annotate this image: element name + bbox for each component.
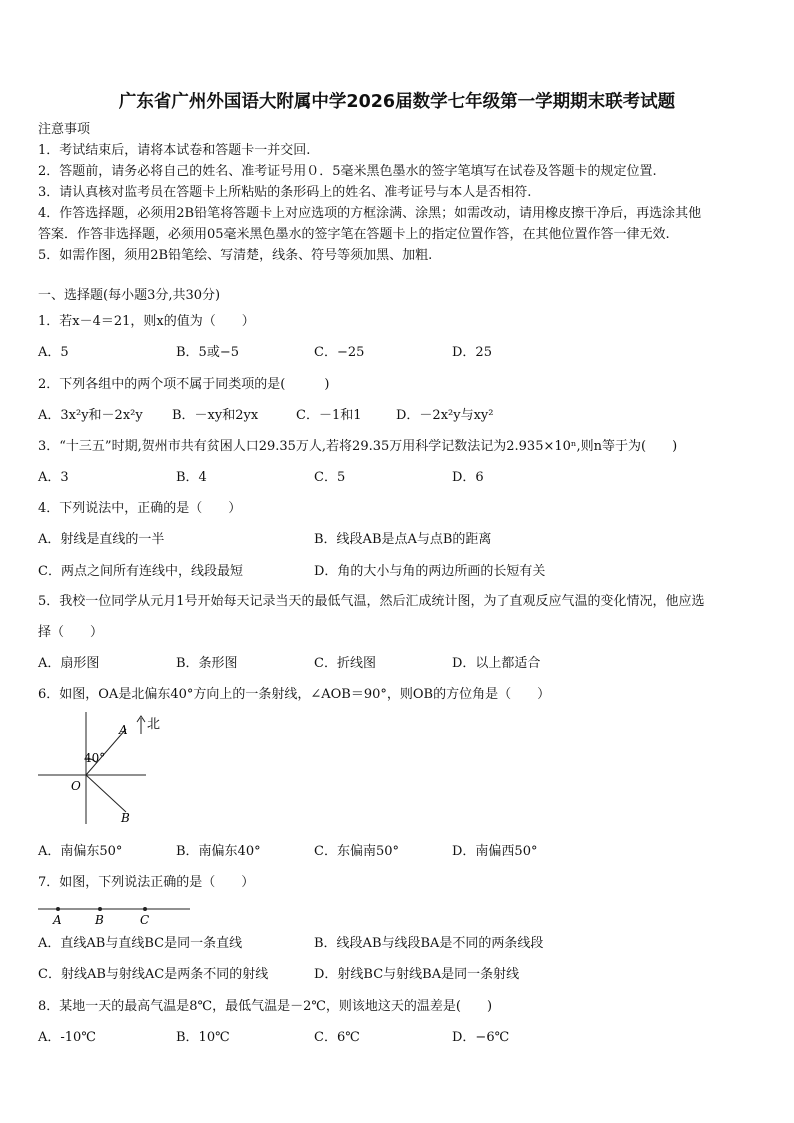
notice-item-2: 2．答题前，请务必将自己的姓名、准考证号用０．5毫米黑色墨水的签字笔填写在试卷及答题卡的规定位置. (38, 164, 657, 179)
q5-stem: 5．我校一位同学从元月1号开始每天记录当天的最低气温，然后汇成统计图，为了直观反应气温的变化情况，他应选 (38, 594, 705, 609)
notice-item-3: 3．请认真核对监考员在答题卡上所粘贴的条形码上的姓名、准考证号与本人是否相符. (38, 185, 532, 200)
q5-stem-cont: 择（ ） (38, 625, 104, 640)
point-b-label: B (95, 913, 104, 926)
ray-ob (86, 775, 126, 812)
q4-option-d: D．角的大小与角的两边所画的长短有关 (314, 564, 546, 579)
exam-title: 广东省广州外国语大附属中学2026届数学七年级第一学期期末联考试题 (118, 92, 676, 112)
point-a-label: A (119, 723, 128, 737)
q3-option-b: B．4 (176, 470, 207, 485)
q5-option-b: B．条形图 (176, 656, 238, 671)
q7-option-b: B．线段AB与线段BA是不同的两条线段 (314, 936, 544, 951)
q3-stem: 3．“十三五”时期,贺州市共有贫困人口29.35万人,若将29.35万用科学记数法记为2.935×10ⁿ,则n等于为( ) (38, 439, 678, 454)
q5-option-d: D．以上都适合 (452, 656, 541, 671)
notice-item-5: 5．如需作图，须用2B铅笔绘、写清楚，线条、符号等须加黑、加粗. (38, 248, 433, 263)
point-o-label: O (71, 779, 81, 793)
q1-option-c: C．−25 (314, 345, 365, 360)
q1-option-d: D．25 (452, 345, 492, 360)
q3-option-a: A．3 (38, 470, 69, 485)
q7-stem: 7．如图，下列说法正确的是（ ） (38, 875, 255, 890)
q2-option-a: A．3x²y和－2x²y (38, 408, 143, 423)
q7-option-c: C．射线AB与射线AC是两条不同的射线 (38, 967, 269, 982)
q8-option-a: A．-10℃ (38, 1030, 96, 1045)
point-a-label: A (53, 913, 62, 926)
q1-option-b: B．5或−5 (176, 345, 239, 360)
notice-heading: 注意事项 (38, 122, 91, 137)
q6-option-d: D．南偏西50° (452, 844, 538, 859)
q2-stem: 2．下列各组中的两个项不属于同类项的是( ) (38, 377, 330, 392)
q7-figure (36, 898, 196, 926)
q7-option-d: D．射线BC与射线BA是同一条射线 (314, 967, 520, 982)
q2-option-b: B．－xy和2yx (172, 408, 259, 423)
q4-option-c: C．两点之间所有连线中，线段最短 (38, 564, 243, 579)
q8-option-c: C．6℃ (314, 1030, 360, 1045)
q8-option-d: D．−6℃ (452, 1030, 510, 1045)
section-heading: 一、选择题(每小题3分,共30分) (38, 288, 221, 303)
q6-option-a: A．南偏东50° (38, 844, 123, 859)
point-a (56, 907, 60, 911)
q8-stem: 8．某地一天的最高气温是8℃，最低气温是－2℃，则该地这天的温差是( ) (38, 999, 493, 1014)
q8-option-b: B．10℃ (176, 1030, 230, 1045)
q4-option-b: B．线段AB是点A与点B的距离 (314, 532, 492, 547)
q4-stem: 4．下列说法中，正确的是（ ） (38, 501, 242, 516)
q1-stem: 1．若x－4＝21，则x的值为（ ） (38, 314, 255, 329)
q6-stem: 6．如图，OA是北偏东40°方向上的一条射线，∠AOB＝90°，则OB的方位角是（ ） (38, 687, 551, 702)
q3-option-d: D．6 (452, 470, 484, 485)
q2-option-c: C．－1和1 (296, 408, 362, 423)
point-b-label: B (121, 811, 130, 825)
north-label: 北 (147, 717, 161, 732)
notice-item-4: 4．作答选择题，必须用2B铅笔将答题卡上对应选项的方框涂满、涂黑；如需改动，请用橡皮擦干净后，再选涂其他 (38, 206, 702, 221)
q1-option-a: A．5 (38, 345, 69, 360)
notice-item-4-cont: 答案．作答非选择题，必须用05毫米黑色墨水的签字笔在答题卡上的指定位置作答，在其他位置作答一律无效. (38, 227, 670, 242)
q6-option-b: B．南偏东40° (176, 844, 261, 859)
q5-option-c: C．折线图 (314, 656, 376, 671)
q5-option-a: A．扇形图 (38, 656, 100, 671)
point-c (143, 907, 147, 911)
q3-option-c: C．5 (314, 470, 346, 485)
notice-item-1: 1．考试结束后，请将本试卷和答题卡一并交回. (38, 143, 311, 158)
q7-option-a: A．直线AB与直线BC是同一条直线 (38, 936, 243, 951)
q4-option-a: A．射线是直线的一半 (38, 532, 165, 547)
q6-figure (36, 712, 166, 832)
q2-option-d: D．－2x²y与xy² (396, 408, 494, 423)
point-b (98, 907, 102, 911)
point-c-label: C (140, 913, 150, 926)
q6-option-c: C．东偏南50° (314, 844, 399, 859)
angle-label: 40° (84, 751, 106, 765)
